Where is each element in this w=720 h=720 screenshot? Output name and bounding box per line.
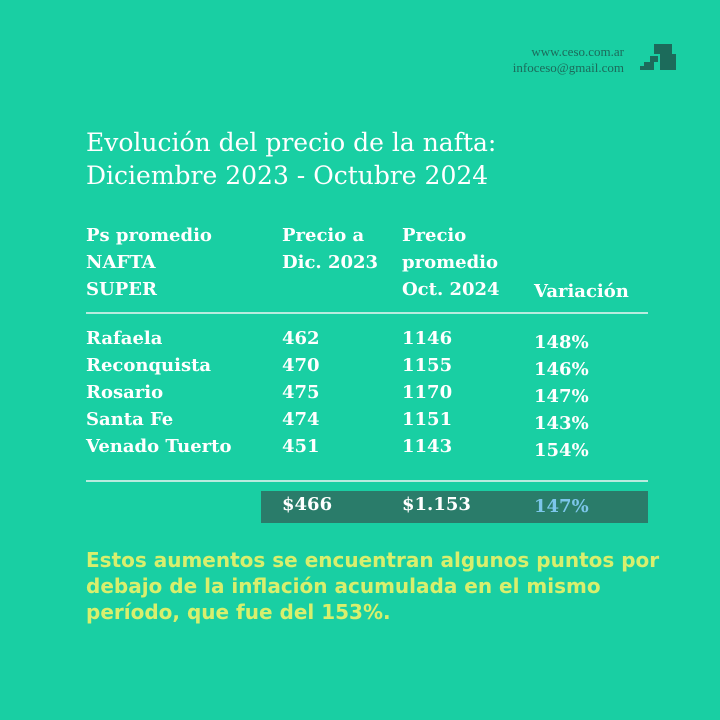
header-col-dic2023 bbox=[282, 222, 378, 276]
header-col-oct2024-line-1: Precio bbox=[402, 225, 467, 246]
header-col-dic2023-line-2: Dic. 2023 bbox=[282, 252, 379, 273]
total-variation: 147% bbox=[534, 496, 589, 517]
row-variation: 143% bbox=[534, 413, 589, 434]
row-oct2024: 1151 bbox=[402, 409, 453, 430]
page-title bbox=[86, 126, 496, 192]
row-city: Santa Fe bbox=[86, 409, 174, 430]
row-dic2023: 470 bbox=[282, 355, 320, 376]
table-row bbox=[86, 409, 648, 436]
row-city: Rosario bbox=[86, 382, 164, 403]
table-row bbox=[86, 382, 648, 409]
row-dic2023: 462 bbox=[282, 328, 320, 349]
row-oct2024: 1143 bbox=[402, 436, 453, 457]
row-dic2023: 475 bbox=[282, 382, 320, 403]
header-col-oct2024-line-2: promedio bbox=[402, 252, 499, 273]
header-col-variation: Variación bbox=[534, 281, 629, 302]
website-text: www.ceso.com.ar bbox=[531, 44, 624, 59]
title-line-2: Diciembre 2023 - Octubre 2024 bbox=[86, 161, 489, 190]
total-dic2023: $466 bbox=[282, 494, 333, 515]
row-city: Venado Tuerto bbox=[86, 436, 232, 457]
header-col-city-line-3: SUPER bbox=[86, 279, 157, 300]
header-col-city-line-2: NAFTA bbox=[86, 252, 156, 273]
header-col-oct2024-line-3: Oct. 2024 bbox=[402, 279, 500, 300]
table-row bbox=[86, 355, 648, 382]
contact-info bbox=[513, 44, 624, 76]
table-row bbox=[86, 328, 648, 355]
divider-bottom bbox=[86, 480, 648, 482]
row-oct2024: 1170 bbox=[402, 382, 453, 403]
row-city: Rafaela bbox=[86, 328, 163, 349]
divider-top bbox=[86, 312, 648, 314]
row-variation: 146% bbox=[534, 359, 589, 380]
row-oct2024: 1146 bbox=[402, 328, 453, 349]
price-table-header bbox=[86, 222, 648, 310]
row-variation: 154% bbox=[534, 440, 589, 461]
total-oct2024: $1.153 bbox=[402, 494, 471, 515]
row-dic2023: 451 bbox=[282, 436, 320, 457]
row-variation: 147% bbox=[534, 386, 589, 407]
price-table-body bbox=[86, 328, 648, 463]
row-city: Reconquista bbox=[86, 355, 212, 376]
header-col-city bbox=[86, 222, 212, 303]
email-text: infoceso@gmail.com bbox=[512, 60, 624, 75]
inflation-note: Estos aumentos se encuentran algunos puntos por debajo de la inflación acumulada en el mismo período, que fue del 153%. bbox=[86, 548, 660, 624]
header-col-dic2023-line-1: Precio a bbox=[282, 225, 365, 246]
row-oct2024: 1155 bbox=[402, 355, 453, 376]
ceso-logo-icon bbox=[640, 44, 680, 74]
header-col-city-line-1: Ps promedio bbox=[86, 225, 212, 246]
table-row bbox=[86, 436, 648, 463]
header-col-oct2024 bbox=[402, 222, 500, 303]
totals-row bbox=[261, 491, 648, 523]
row-dic2023: 474 bbox=[282, 409, 320, 430]
row-variation: 148% bbox=[534, 332, 589, 353]
title-line-1: Evolución del precio de la nafta: bbox=[86, 128, 497, 157]
